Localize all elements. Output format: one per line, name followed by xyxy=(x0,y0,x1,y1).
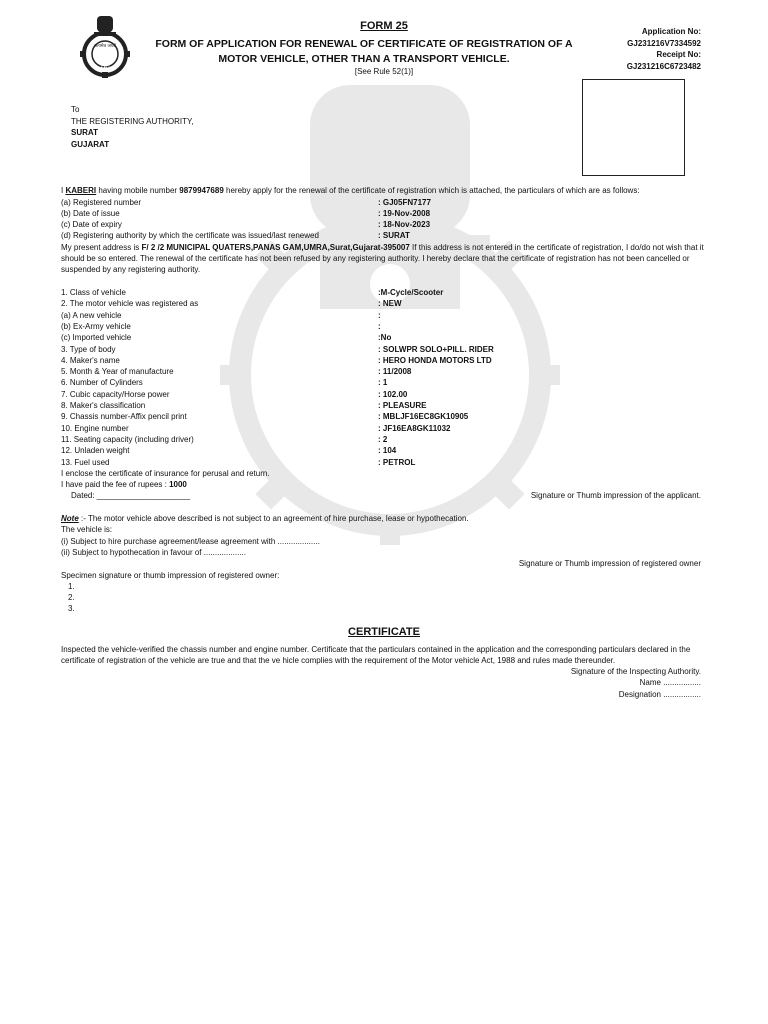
logo-gmvd-text: GMVD xyxy=(96,67,114,73)
vehicle-value: : PETROL xyxy=(378,457,416,467)
specimen-label: Specimen signature or thumb impression of registered owner: xyxy=(61,570,280,580)
vehicle-label: 1. Class of vehicle xyxy=(61,288,126,297)
vehicle-label: (b) Ex-Army vehicle xyxy=(61,321,131,331)
mobile-number: 9879947689 xyxy=(179,186,224,195)
specimen-item: 2. xyxy=(68,593,75,603)
vehicle-value: : 104 xyxy=(378,446,397,456)
vehicle-row xyxy=(61,411,705,422)
vehicle-value: : 2 xyxy=(378,434,388,444)
note-statement xyxy=(61,513,705,524)
vehicle-label: 6. Number of Cylinders xyxy=(61,378,143,388)
vehicle-is-label: The vehicle is: xyxy=(61,525,113,535)
vehicle-value: : 1 xyxy=(378,378,388,388)
vehicle-row xyxy=(61,389,705,400)
vehicle-value: : xyxy=(378,310,381,320)
to-authority: THE REGISTERING AUTHORITY, xyxy=(71,116,194,126)
vehicle-label: 13. Fuel used xyxy=(61,457,110,467)
address-statement xyxy=(61,242,705,276)
specimen-item: 3. xyxy=(68,604,75,614)
applicant-signature-label: Signature or Thumb impression of the applicant. xyxy=(530,491,701,501)
form-heading: FORM OF APPLICATION FOR RENEWAL OF CERTIFICATE OF REGISTRATION OF A MOTOR VEHICLE, OTHER THAN A TRANSPORT VEHICLE. xyxy=(155,38,573,65)
reg-label: (b) Date of issue xyxy=(61,208,120,218)
vehicle-row xyxy=(61,332,705,343)
vehicle-value: :No xyxy=(378,333,392,343)
vehicle-label: 8. Maker's classification xyxy=(61,401,146,410)
vehicle-row xyxy=(61,298,705,309)
photo-box xyxy=(582,79,685,176)
logo-motto: सत्यमेव जयते xyxy=(93,44,117,49)
vehicle-value: : xyxy=(378,321,381,331)
vehicle-row xyxy=(61,445,705,456)
intro-mid: having mobile number xyxy=(96,186,180,195)
address-suffix: If this address is not entered in the certificate of registration, I do/do not wish that it should be so entered. The renewal of the certificate has not been refused by any registering authority. I hereby declare that the certificate of registration has not been cancelled or suspended by any registering authority. xyxy=(61,242,704,275)
inspector-designation-field: Designation ................. xyxy=(618,689,701,699)
application-no: GJ231216V7334592 xyxy=(627,38,701,48)
reg-value: : GJ05FN7177 xyxy=(378,197,431,207)
vehicle-label: 9. Chassis number-Affix pencil print xyxy=(61,412,187,422)
intro-prefix: I xyxy=(61,186,66,195)
application-info xyxy=(627,26,701,72)
vehicle-label: 2. The motor vehicle was registered as xyxy=(61,299,199,309)
vehicle-value: : JF16EA8GK11032 xyxy=(378,423,451,433)
application-no-label: Application No: xyxy=(641,27,701,36)
reg-value: : 19-Nov-2008 xyxy=(378,208,431,218)
receipt-no: GJ231216C6723482 xyxy=(626,61,701,71)
address-prefix: My present address is xyxy=(61,242,142,252)
to-label: To xyxy=(71,105,80,114)
specimen-item: 1. xyxy=(68,581,75,591)
vehicle-label: 12. Unladen weight xyxy=(61,446,130,456)
reg-label: (a) Registered number xyxy=(61,197,142,207)
inspector-name-field: Name ................. xyxy=(639,678,701,688)
vehicle-row xyxy=(61,457,705,468)
vehicle-row xyxy=(61,400,705,411)
reg-row xyxy=(61,197,705,208)
note-label: Note xyxy=(61,514,79,523)
hire-purchase-line: (i) Subject to hire purchase agreement/lease agreement with ................... xyxy=(61,536,320,546)
vehicle-row xyxy=(61,287,705,298)
form-rule: [See Rule 52(1)] xyxy=(354,67,414,76)
owner-signature-label: Signature or Thumb impression of registered owner xyxy=(518,559,701,569)
vehicle-row xyxy=(61,366,705,377)
vehicle-row xyxy=(61,321,705,332)
gmvd-logo-icon xyxy=(78,14,132,78)
fee-statement xyxy=(61,479,705,490)
certificate-text: Inspected the vehicle-verified the chassis number and engine number. Certificate that the particulars contained in the application and the corresponding particulars declared in the certificate of registration of the vehicle are true and that the ve hicle complies with the requirement of the Motor vehicle Act, 1988 and rules made thereunder. xyxy=(61,644,691,665)
present-address: F/ 2 /2 MUNICIPAL QUATERS,PANAS GAM,UMRA,Surat,Gujarat-395007 xyxy=(141,242,410,252)
vehicle-label: (c) Imported vehicle xyxy=(61,333,132,343)
vehicle-value: : MBLJF16EC8GK10905 xyxy=(378,412,469,422)
note-text: :- The motor vehicle above described is not subject to an agreement of hire purchase, lease or hypothecation. xyxy=(78,514,469,523)
reg-value: : SURAT xyxy=(378,231,410,241)
vehicle-value: : 102.00 xyxy=(378,389,408,399)
reg-label: (d) Registering authority by which the certificate was issued/last renewed xyxy=(61,231,319,241)
vehicle-label: (a) A new vehicle xyxy=(61,310,122,320)
vehicle-label: 7. Cubic capacity/Horse power xyxy=(61,389,170,399)
inspecting-authority-signature: Signature of the Inspecting Authority. xyxy=(570,667,701,676)
dated-blank: _____________________ xyxy=(96,491,191,501)
vehicle-value: : NEW xyxy=(378,299,402,309)
vehicle-value: : PLEASURE xyxy=(378,401,427,410)
vehicle-row xyxy=(61,434,705,445)
applicant-name: KABERI xyxy=(65,186,97,195)
vehicle-row xyxy=(61,377,705,388)
intro-suffix: hereby apply for the renewal of the certificate of registration which is attached, the particulars of which are as follows: xyxy=(223,186,640,195)
vehicle-label: 4. Maker's name xyxy=(61,355,120,365)
to-state: GUJARAT xyxy=(71,139,110,149)
receipt-no-label: Receipt No: xyxy=(656,50,701,59)
vehicle-value: : SOLWPR SOLO+PILL. RIDER xyxy=(378,344,494,354)
reg-row xyxy=(61,219,705,230)
certificate-title: CERTIFICATE xyxy=(348,626,420,638)
vehicle-label: 3. Type of body xyxy=(61,344,116,354)
vehicle-value: : 11/2008 xyxy=(378,367,412,377)
vehicle-row xyxy=(61,355,705,366)
reg-row xyxy=(61,208,705,219)
vehicle-value: :M-Cycle/Scooter xyxy=(378,288,444,297)
to-city: SURAT xyxy=(71,128,98,137)
form-number: FORM 25 xyxy=(360,20,408,32)
vehicle-row xyxy=(61,344,705,355)
vehicle-value: : HERO HONDA MOTORS LTD xyxy=(378,355,492,365)
addressee-block xyxy=(71,104,194,150)
fee-amount: 1000 xyxy=(169,480,187,490)
vehicle-row xyxy=(61,423,705,434)
vehicle-label: 10. Engine number xyxy=(61,423,129,433)
vehicle-label: 11. Seating capacity (including driver) xyxy=(61,434,194,444)
vehicle-row xyxy=(61,310,705,321)
intro-statement xyxy=(61,185,705,196)
enclose-statement: I enclose the certificate of insurance for perusal and return. xyxy=(61,468,270,478)
hypothecation-line: (ii) Subject to hypothecation in favour of ................... xyxy=(61,547,246,557)
reg-row xyxy=(61,230,705,241)
reg-label: (c) Date of expiry xyxy=(61,220,122,230)
reg-value: : 18-Nov-2023 xyxy=(378,220,431,230)
vehicle-label: 5. Month & Year of manufacture xyxy=(61,367,174,377)
dated-label: Dated: xyxy=(71,491,97,501)
fee-label: I have paid the fee of rupees : xyxy=(61,480,170,490)
